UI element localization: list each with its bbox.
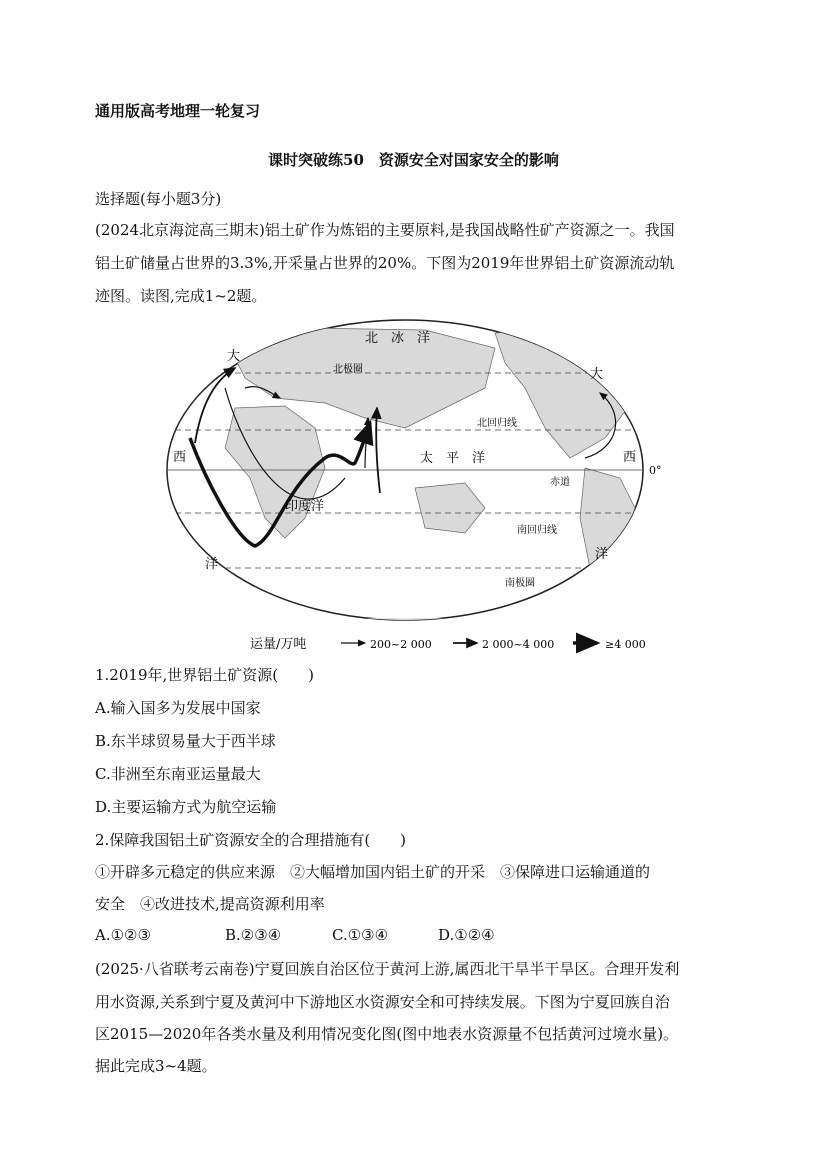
q1-option-c[interactable]: C.非洲至东南亚运量最大 [95,765,261,783]
intro2-line-1: (2025·八省联考云南卷)宁夏回族自治区位于黄河上游,属西北干旱半干旱区。合理开发利 [95,960,680,978]
q1-option-b[interactable]: B.东半球贸易量大于西半球 [95,732,276,750]
legend-item-1: 200~2 000 [370,638,432,651]
q2-line-1: ①开辟多元稳定的供应来源 ②大幅增加国内铝土矿的开采 ③保障进口运输通道的 [95,863,651,881]
q2-option-a[interactable]: A.①②③ [95,926,151,944]
label-right-2: 西 [623,450,637,465]
label-indian-ocean: 印度洋 [285,499,325,514]
q2-option-d[interactable]: D.①②④ [438,926,495,944]
label-antarctic-circle: 南极圈 [505,578,535,589]
label-tropic-cancer: 北回归线 [477,418,517,429]
intro2-line-2: 用水资源,关系到宁夏及黄河中下游地区水资源安全和可持续发展。下图为宁夏回族自治 [95,993,670,1011]
label-atlantic-2: 西 [173,450,187,465]
label-pacific: 太 平 洋 [420,451,486,466]
label-zero-degree: 0° [649,464,662,477]
q2-option-c[interactable]: C.①③④ [332,926,389,944]
q1-stem: 1.2019年,世界铝土矿资源( ) [95,666,314,684]
label-tropic-capricorn: 南回归线 [517,525,557,536]
q1-option-a[interactable]: A.输入国多为发展中国家 [95,699,261,717]
q1-option-d[interactable]: D.主要运输方式为航空运输 [95,798,277,816]
document-header: 通用版高考地理一轮复习 [95,102,261,120]
intro1-line-2: 铝土矿储量占世界的3.3%,开采量占世界的20%。下图为2019年世界铝土矿资源流动轨 [95,254,675,272]
intro1-line-3: 迹图。读图,完成1~2题。 [95,287,267,305]
document-title: 课时突破练50 资源安全对国家安全的影响 [268,151,559,169]
section-label: 选择题(每小题3分) [95,190,222,208]
label-equator: 赤道 [550,477,570,488]
intro1-line-1: (2024北京海淀高三期末)铝土矿作为炼铝的主要原料,是我国战略性矿产资源之一。我国 [95,221,675,239]
intro2-line-3: 区2015—2020年各类水量及利用情况变化图(图中地表水资源量不包括黄河过境水量)。 [95,1025,679,1043]
q2-stem: 2.保障我国铝土矿资源安全的合理措施有( ) [95,831,407,849]
label-right-3: 洋 [595,547,609,562]
bauxite-flow-map [165,318,665,658]
legend-title: 运量/万吨 [250,637,307,652]
q2-option-b[interactable]: B.②③④ [225,926,282,944]
q2-line-2: 安全 ④改进技术,提高资源利用率 [95,895,325,913]
label-atlantic-1: 大 [227,349,241,364]
label-right-1: 大 [590,367,604,382]
legend-item-3: ≥4 000 [605,638,646,651]
label-arctic-ocean: 北 冰 洋 [365,331,431,346]
legend-item-2: 2 000~4 000 [482,638,555,651]
intro2-line-4: 据此完成3~4题。 [95,1057,217,1075]
label-arctic-circle: 北极圈 [333,364,363,375]
label-atlantic-3: 洋 [205,557,219,572]
